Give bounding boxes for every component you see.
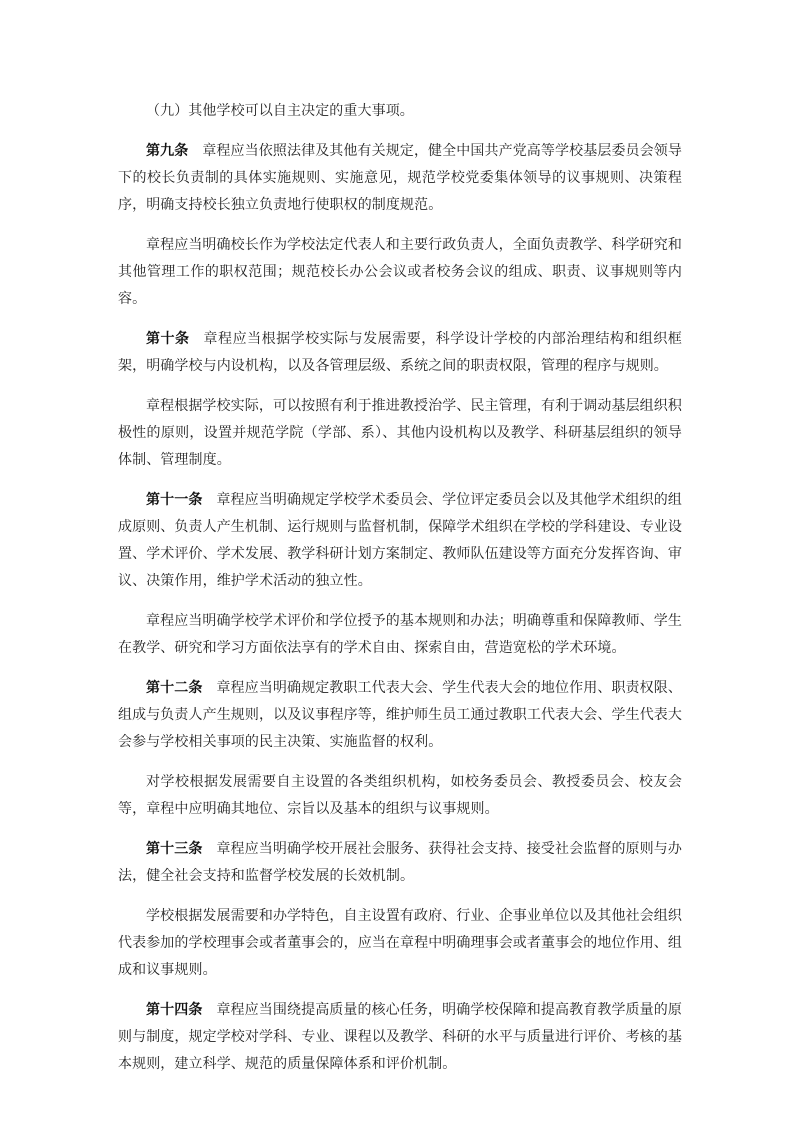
- paragraph-text: （九）其他学校可以自主决定的重大事项。: [146, 103, 414, 119]
- paragraph-text: 章程应当根据学校实际与发展需要，科学设计学校的内部治理结构和组织框架，明确学校与内设机构，以及各管理层级、系统之间的职责权限，管理的程序与规则。: [118, 331, 682, 374]
- article-13-paragraph-2: [118, 903, 682, 984]
- paragraph-text: 章程应当明确学校开展社会服务、获得社会支持、接受社会监督的原则与办法，健全社会支持和监督学校发展的长效机制。: [118, 841, 682, 884]
- article-10: [118, 326, 682, 380]
- article-12-paragraph-2: [118, 769, 682, 823]
- article-12: [118, 675, 682, 756]
- article-number: 第十条: [146, 331, 190, 347]
- article-number: 第十二条: [146, 680, 203, 696]
- paragraph-text: 章程根据学校实际，可以按照有利于推进教授治学、民主管理，有利于调动基层组织积极性的原则，设置并规范学院（学部、系）、其他内设机构以及教学、科研基层组织的领导体制、管理制度。: [118, 398, 682, 468]
- paragraph-text: 学校根据发展需要和办学特色，自主设置有政府、行业、企事业单位以及其他社会组织代表参加的学校理事会或者董事会的，应当在章程中明确理事会或者董事会的地位作用、组成和议事规则。: [118, 908, 682, 978]
- paragraph-text: 对学校根据发展需要自主设置的各类组织机构，如校务委员会、教授委员会、校友会等，章程中应明确其地位、宗旨以及基本的组织与议事规则。: [118, 774, 682, 817]
- article-11-paragraph-2: [118, 608, 682, 662]
- paragraph-text: 章程应当明确规定教职工代表大会、学生代表大会的地位作用、职责权限、组成与负责人产生规则，以及议事程序等，维护师生员工通过教职工代表大会、学生代表大会参与学校相关事项的民主决策、实施监督的权利。: [118, 680, 682, 750]
- article-9: [118, 138, 682, 219]
- paragraph-text: 章程应当依照法律及其他有关规定，健全中国共产党高等学校基层委员会领导下的校长负责制的具体实施规则、实施意见，规范学校党委集体领导的议事规则、决策程序，明确支持校长独立负责地行使职权的制度规范。: [118, 143, 682, 213]
- article-9-paragraph-2: [118, 232, 682, 313]
- paragraph-text: 章程应当明确学校学术评价和学位授予的基本规则和办法；明确尊重和保障教师、学生在教学、研究和学习方面依法享有的学术自由、探索自由，营造宽松的学术环境。: [118, 613, 682, 656]
- article-number: 第九条: [146, 143, 189, 159]
- article-number: 第十一条: [146, 492, 203, 508]
- paragraph-item-nine: [118, 98, 682, 125]
- paragraph-text: 章程应当明确规定学校学术委员会、学位评定委员会以及其他学术组织的组成原则、负责人产生机制、运行规则与监督机制，保障学术组织在学校的学科建设、专业设置、学术评价、学术发展、教学科研计划方案制定、教师队伍建设等方面充分发挥咨询、审议、决策作用，维护学术活动的独立性。: [118, 492, 682, 589]
- paragraph-text: 章程应当围绕提高质量的核心任务，明确学校保障和提高教育教学质量的原则与制度，规定学校对学科、专业、课程以及教学、科研的水平与质量进行评价、考核的基本规则，建立科学、规范的质量保障体系和评价机制。: [118, 1002, 682, 1072]
- article-number: 第十四条: [146, 1002, 203, 1018]
- article-14: [118, 997, 682, 1078]
- article-number: 第十三条: [146, 841, 203, 857]
- document-body: [118, 98, 682, 1091]
- article-10-paragraph-2: [118, 393, 682, 474]
- article-13: [118, 836, 682, 890]
- article-11: [118, 487, 682, 595]
- paragraph-text: 章程应当明确校长作为学校法定代表人和主要行政负责人，全面负责教学、科学研究和其他管理工作的职权范围；规范校长办公会议或者校务会议的组成、职责、议事规则等内容。: [118, 237, 682, 307]
